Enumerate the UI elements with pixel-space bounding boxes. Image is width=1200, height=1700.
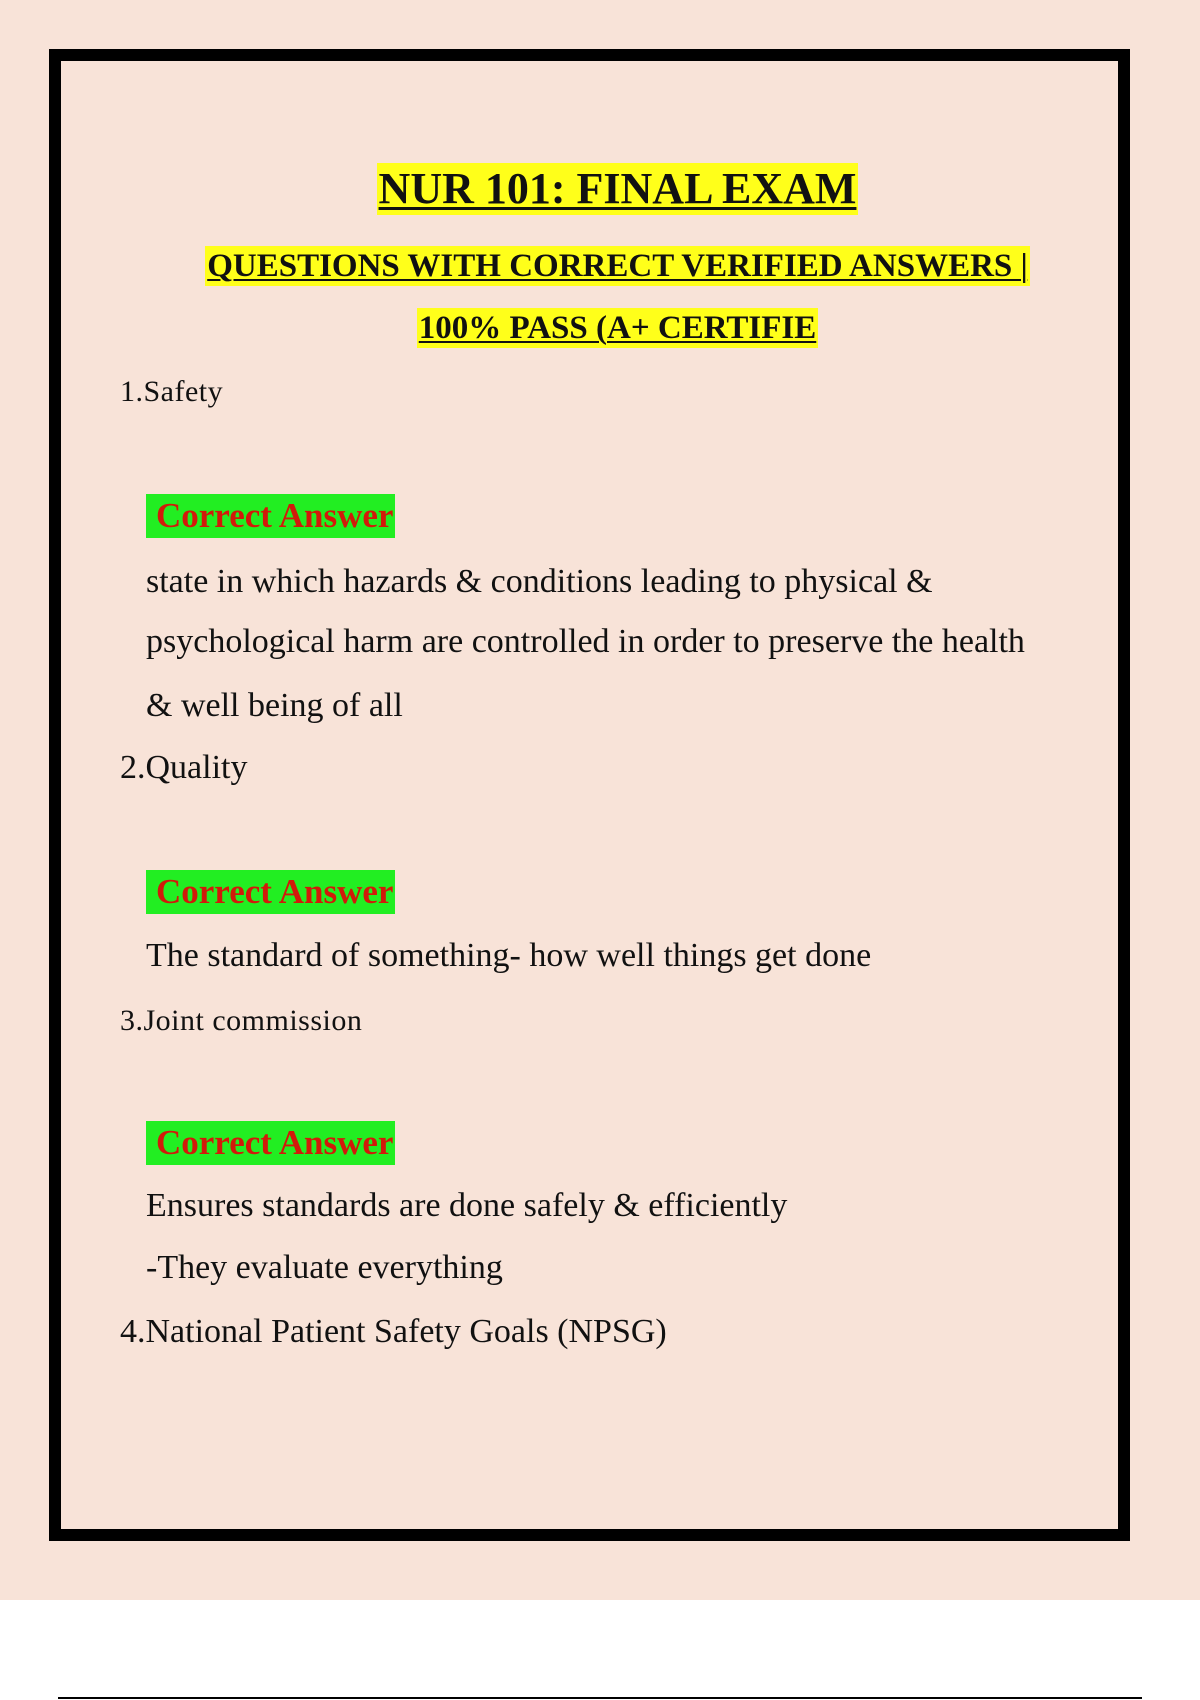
question-number: 3.: [120, 1004, 144, 1037]
exam-subtitle-line-2: 100% PASS (A+ CERTIFIE: [418, 310, 817, 346]
question-term: National Patient Safety Goals (NPSG): [145, 1313, 667, 1350]
answer-2-line-1: The standard of something- how well things get done: [146, 937, 872, 974]
question-3: [120, 1001, 362, 1041]
answer-3-line-2: -They evaluate everything: [146, 1249, 503, 1286]
subtitle-block-line-2: [0, 308, 1200, 348]
correct-answer-label: Correct Answer: [146, 494, 395, 538]
question-number: 2.: [120, 749, 146, 786]
answer-1-line-1: state in which hazards & conditions leading to physical &: [146, 563, 933, 600]
answer-1-line-3: & well being of all: [146, 687, 403, 724]
question-term: Joint commission: [143, 1004, 363, 1037]
correct-answer-label: Correct Answer: [146, 1121, 395, 1165]
footer-rule: [58, 1697, 1142, 1699]
answer-3-line-1: Ensures standards are done safely & efficiently: [146, 1187, 788, 1224]
question-2: [120, 748, 247, 788]
question-number: 4.: [120, 1313, 146, 1350]
subtitle-block-line-1: [0, 246, 1200, 286]
correct-answer-label: Correct Answer: [146, 870, 395, 914]
question-1: [120, 372, 223, 412]
answer-1-line-2: psychological harm are controlled in order to preserve the health: [146, 623, 1025, 660]
question-4: [120, 1312, 667, 1352]
exam-subtitle-line-1: QUESTIONS WITH CORRECT VERIFIED ANSWERS |: [207, 248, 1028, 284]
question-number: 1.: [120, 375, 144, 408]
question-term: Safety: [143, 375, 224, 408]
question-term: Quality: [145, 749, 248, 786]
exam-title: NUR 101: FINAL EXAM: [378, 164, 857, 213]
title-block: [0, 163, 1200, 215]
